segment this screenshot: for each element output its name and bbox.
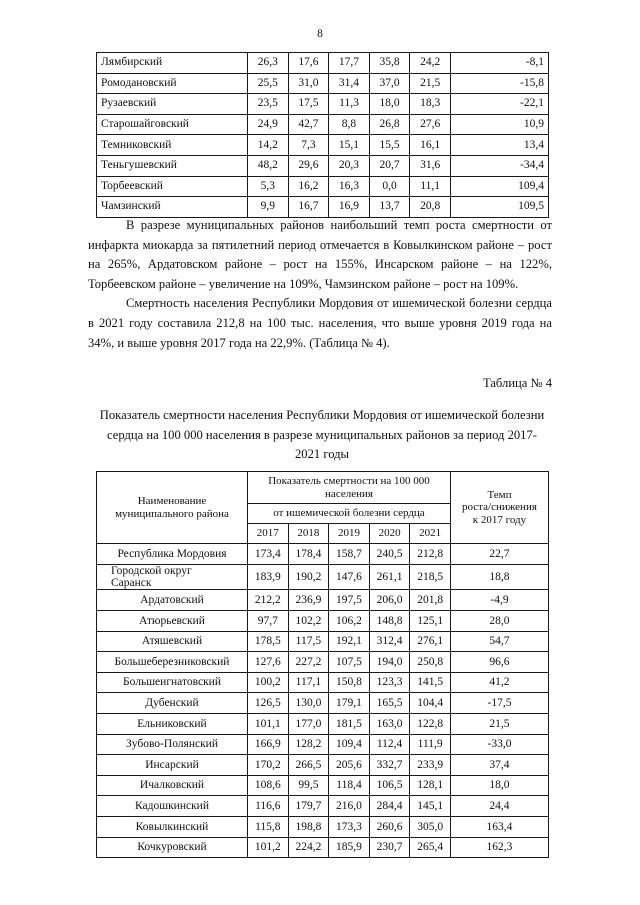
value-cell: 9,9: [248, 197, 289, 218]
header-trend-line3: к 2017 году: [472, 513, 527, 526]
value-cell: 13,7: [369, 197, 410, 218]
value-cell: 15,1: [329, 135, 370, 156]
trend-cell: 162,3: [450, 837, 548, 858]
trend-cell: -34,4: [450, 155, 548, 176]
value-cell: 17,6: [288, 53, 329, 74]
value-cell: 16,9: [329, 197, 370, 218]
value-cell: 20,3: [329, 155, 370, 176]
ihd-mortality-table: [96, 471, 549, 858]
value-cell: 206,0: [369, 590, 410, 611]
value-cell: 117,5: [288, 631, 329, 652]
table-row: [97, 73, 549, 94]
value-cell: 24,2: [410, 53, 451, 74]
value-cell: 18,3: [410, 94, 451, 115]
value-cell: 31,6: [410, 155, 451, 176]
value-cell: 240,5: [369, 544, 410, 565]
value-cell: 25,5: [248, 73, 289, 94]
table-row: [97, 544, 549, 565]
table-row: [97, 94, 549, 115]
value-cell: 158,7: [329, 544, 370, 565]
value-cell: 16,7: [288, 197, 329, 218]
trend-cell: 54,7: [450, 631, 548, 652]
trend-cell: -8,1: [450, 53, 548, 74]
value-cell: 122,8: [410, 713, 451, 734]
value-cell: 179,1: [329, 693, 370, 714]
trend-cell: 37,4: [450, 755, 548, 776]
value-cell: 11,3: [329, 94, 370, 115]
district-name-cell: Старошайговский: [97, 114, 248, 135]
value-cell: 148,8: [369, 611, 410, 632]
district-name-cell: [97, 564, 248, 590]
value-cell: 26,3: [248, 53, 289, 74]
value-cell: 201,8: [410, 590, 451, 611]
trend-cell: 13,4: [450, 135, 548, 156]
table-row: [97, 135, 549, 156]
district-name-cell: Кочкуровский: [97, 837, 248, 858]
trend-cell: 41,2: [450, 672, 548, 693]
table-row: [97, 564, 549, 590]
value-cell: 100,2: [248, 672, 289, 693]
value-cell: 261,1: [369, 564, 410, 590]
district-name-cell: Ковылкинский: [97, 816, 248, 837]
value-cell: 5,3: [248, 176, 289, 197]
value-cell: 109,4: [329, 734, 370, 755]
value-cell: 16,1: [410, 135, 451, 156]
value-cell: 205,6: [329, 755, 370, 776]
value-cell: 128,2: [288, 734, 329, 755]
value-cell: 17,7: [329, 53, 370, 74]
trend-cell: -4,9: [450, 590, 548, 611]
value-cell: 0,0: [369, 176, 410, 197]
header-year-2020: 2020: [369, 524, 410, 544]
value-cell: 183,9: [248, 564, 289, 590]
value-cell: 224,2: [288, 837, 329, 858]
value-cell: 24,9: [248, 114, 289, 135]
value-cell: 266,5: [288, 755, 329, 776]
value-cell: 170,2: [248, 755, 289, 776]
table-row: [97, 114, 549, 135]
value-cell: 198,8: [288, 816, 329, 837]
value-cell: 20,8: [410, 197, 451, 218]
value-cell: 177,0: [288, 713, 329, 734]
value-cell: 16,3: [329, 176, 370, 197]
value-cell: 11,1: [410, 176, 451, 197]
table4-header: [97, 472, 549, 544]
table-row: [97, 590, 549, 611]
trend-cell: 163,4: [450, 816, 548, 837]
district-name-cell: Ельниковский: [97, 713, 248, 734]
table-row: [97, 693, 549, 714]
continued-mortality-table: [96, 52, 549, 218]
value-cell: 29,6: [288, 155, 329, 176]
trend-cell: 96,6: [450, 652, 548, 673]
value-cell: 218,5: [410, 564, 451, 590]
district-name-cell: Ичалковский: [97, 775, 248, 796]
value-cell: 8,8: [329, 114, 370, 135]
value-cell: 312,4: [369, 631, 410, 652]
district-name-cell: Лямбирский: [97, 53, 248, 74]
header-year-2017: 2017: [248, 524, 289, 544]
trend-cell: 21,5: [450, 713, 548, 734]
value-cell: 185,9: [329, 837, 370, 858]
value-cell: 212,2: [248, 590, 289, 611]
header-district-name-line2: муниципального района: [115, 507, 229, 520]
value-cell: 14,2: [248, 135, 289, 156]
trend-cell: -22,1: [450, 94, 548, 115]
trend-cell: 18,0: [450, 775, 548, 796]
value-cell: 23,5: [248, 94, 289, 115]
table-row: [97, 796, 549, 817]
value-cell: 31,4: [329, 73, 370, 94]
table-row: [97, 713, 549, 734]
value-cell: 126,5: [248, 693, 289, 714]
trend-cell: 22,7: [450, 544, 548, 565]
table-row: [97, 176, 549, 197]
value-cell: 107,5: [329, 652, 370, 673]
value-cell: 145,1: [410, 796, 451, 817]
trend-cell: 18,8: [450, 564, 548, 590]
header-year-2018: 2018: [288, 524, 329, 544]
trend-cell: 28,0: [450, 611, 548, 632]
value-cell: 106,2: [329, 611, 370, 632]
table-title: Показатель смертности населения Республики Мордовия от ишемической болезни сердца на 100 000 населения в разрезе муниципальных районов за период 2017-2021 годы: [99, 408, 545, 462]
district-name-cell: Ромодановский: [97, 73, 248, 94]
value-cell: 265,4: [410, 837, 451, 858]
value-cell: 284,4: [369, 796, 410, 817]
value-cell: 104,4: [410, 693, 451, 714]
value-cell: 216,0: [329, 796, 370, 817]
trend-cell: -33,0: [450, 734, 548, 755]
paragraph-districts-growth: В разрезе муниципальных районов наибольший темп роста смертности от инфаркта миокарда за пятилетний период отмечается в Ковылкинском районе – рост на 265%, Ардатовском районе – рост на 155%, Инсарском районе – на 122%, Торбеевском районе – увеличение на 109%, Чамзинском районе – рост на 109%.: [88, 218, 552, 291]
value-cell: 178,5: [248, 631, 289, 652]
value-cell: 115,8: [248, 816, 289, 837]
value-cell: 147,6: [329, 564, 370, 590]
value-cell: 118,4: [329, 775, 370, 796]
value-cell: 276,1: [410, 631, 451, 652]
value-cell: 230,7: [369, 837, 410, 858]
value-cell: 178,4: [288, 544, 329, 565]
trend-cell: -17,5: [450, 693, 548, 714]
trend-cell: 24,4: [450, 796, 548, 817]
header-district-name: [97, 472, 248, 544]
value-cell: 165,5: [369, 693, 410, 714]
value-cell: 130,0: [288, 693, 329, 714]
table-number-label: Таблица № 4: [482, 376, 552, 390]
header-trend-line2: роста/снижения: [462, 501, 537, 514]
table-row: [97, 775, 549, 796]
value-cell: 117,1: [288, 672, 329, 693]
value-cell: 20,7: [369, 155, 410, 176]
district-name-cell: Зубово-Полянский: [97, 734, 248, 755]
table-row: [97, 734, 549, 755]
paragraph-ihd-mortality: Смертность населения Республики Мордовия от ишемической болезни сердца в 2021 году составила 212,8 на 100 тыс. населения, что выше уровня 2019 года на 34%, и выше уровня 2017 года на 22,9%. (Таблица № 4).: [88, 296, 552, 350]
value-cell: 141,5: [410, 672, 451, 693]
value-cell: 18,0: [369, 94, 410, 115]
body-text: [88, 216, 552, 353]
value-cell: 15,5: [369, 135, 410, 156]
value-cell: 233,9: [410, 755, 451, 776]
value-cell: 48,2: [248, 155, 289, 176]
continued-table-container: [96, 52, 548, 218]
table-row: [97, 837, 549, 858]
value-cell: 127,6: [248, 652, 289, 673]
value-cell: 190,2: [288, 564, 329, 590]
value-cell: 166,9: [248, 734, 289, 755]
district-name-cell: Атюрьевский: [97, 611, 248, 632]
district-name-cell: Дубенский: [97, 693, 248, 714]
value-cell: 112,4: [369, 734, 410, 755]
table-row: [97, 53, 549, 74]
value-cell: 163,0: [369, 713, 410, 734]
table-row: [97, 611, 549, 632]
value-cell: 192,1: [329, 631, 370, 652]
trend-cell: -15,8: [450, 73, 548, 94]
value-cell: 106,5: [369, 775, 410, 796]
value-cell: 31,0: [288, 73, 329, 94]
table-row: [97, 155, 549, 176]
value-cell: 7,3: [288, 135, 329, 156]
value-cell: 102,2: [288, 611, 329, 632]
value-cell: 111,9: [410, 734, 451, 755]
table-row: [97, 631, 549, 652]
value-cell: 260,6: [369, 816, 410, 837]
value-cell: 194,0: [369, 652, 410, 673]
page-number: 8: [317, 28, 323, 40]
district-name-cell: Инсарский: [97, 755, 248, 776]
header-district-name-line1: Наименование: [137, 495, 207, 508]
district-name-cell: Темниковский: [97, 135, 248, 156]
value-cell: 21,5: [410, 73, 451, 94]
header-trend-line1: Темп: [487, 488, 512, 501]
district-name-cell: Атяшевский: [97, 631, 248, 652]
district-name-cell: Торбеевский: [97, 176, 248, 197]
value-cell: 35,8: [369, 53, 410, 74]
header-year-2019: 2019: [329, 524, 370, 544]
district-name-cell: Большеберезниковский: [97, 652, 248, 673]
value-cell: 197,5: [329, 590, 370, 611]
value-cell: 17,5: [288, 94, 329, 115]
value-cell: 108,6: [248, 775, 289, 796]
value-cell: 305,0: [410, 816, 451, 837]
value-cell: 26,8: [369, 114, 410, 135]
value-cell: 173,3: [329, 816, 370, 837]
table4-body: [97, 544, 549, 858]
table-row: [97, 816, 549, 837]
table-row: [97, 652, 549, 673]
continued-table-body: [97, 53, 549, 218]
header-metric-span: Показатель смертности на 100 000 населения: [248, 472, 451, 504]
value-cell: 332,7: [369, 755, 410, 776]
district-name-cell: Большеигнатовский: [97, 672, 248, 693]
value-cell: 125,1: [410, 611, 451, 632]
district-name-cell: Чамзинский: [97, 197, 248, 218]
value-cell: 101,2: [248, 837, 289, 858]
district-name-cell: Республика Мордовия: [97, 544, 248, 565]
district-name-cell: Кадошкинский: [97, 796, 248, 817]
value-cell: 128,1: [410, 775, 451, 796]
header-metric-sub: от ишемической болезни сердца: [248, 504, 451, 524]
value-cell: 250,8: [410, 652, 451, 673]
value-cell: 212,8: [410, 544, 451, 565]
table-row: [97, 197, 549, 218]
district-name-line2: Саранск: [111, 577, 152, 589]
district-name-cell: Ардатовский: [97, 590, 248, 611]
trend-cell: 109,5: [450, 197, 548, 218]
trend-cell: 10,9: [450, 114, 548, 135]
value-cell: 227,2: [288, 652, 329, 673]
district-name-cell: Теньгушевский: [97, 155, 248, 176]
value-cell: 181,5: [329, 713, 370, 734]
value-cell: 150,8: [329, 672, 370, 693]
district-name-cell: Рузаевский: [97, 94, 248, 115]
value-cell: 173,4: [248, 544, 289, 565]
table4-container: [96, 471, 548, 858]
value-cell: 42,7: [288, 114, 329, 135]
header-trend: [450, 472, 548, 544]
value-cell: 27,6: [410, 114, 451, 135]
trend-cell: 109,4: [450, 176, 548, 197]
value-cell: 16,2: [288, 176, 329, 197]
value-cell: 236,9: [288, 590, 329, 611]
district-name-line1: Городской округ: [111, 564, 192, 577]
value-cell: 179,7: [288, 796, 329, 817]
value-cell: 99,5: [288, 775, 329, 796]
value-cell: 101,1: [248, 713, 289, 734]
table-row: [97, 672, 549, 693]
value-cell: 97,7: [248, 611, 289, 632]
value-cell: 116,6: [248, 796, 289, 817]
header-year-2021: 2021: [410, 524, 451, 544]
table-row: [97, 755, 549, 776]
value-cell: 123,3: [369, 672, 410, 693]
value-cell: 37,0: [369, 73, 410, 94]
